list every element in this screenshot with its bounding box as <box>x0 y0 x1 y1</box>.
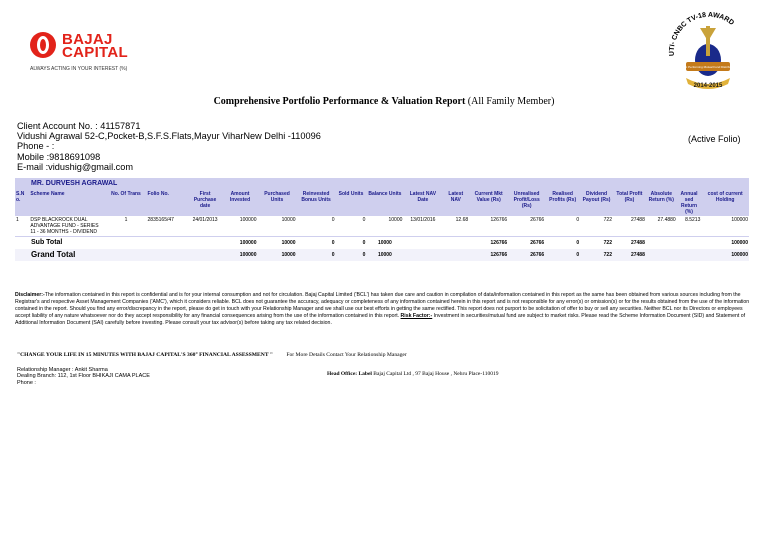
total-cell <box>646 237 701 250</box>
total-cell: 0 <box>545 237 580 250</box>
table-cell: 100000 <box>239 217 257 223</box>
total-cell: 0 <box>336 249 367 261</box>
total-cell <box>646 249 701 261</box>
table-cell: 2835165/47 <box>147 217 174 223</box>
table-cell: 10000 <box>388 217 403 223</box>
client-address: Vidushi Agrawal 52-C,Pocket-B,S.F.S.Flats,Mayur ViharNew Delhi -110096 <box>17 131 321 141</box>
logo-mark-icon <box>30 32 56 58</box>
column-header: Sold Units <box>336 190 367 216</box>
subtotal-row <box>15 237 749 250</box>
total-cell: 0 <box>336 237 367 250</box>
report-title <box>0 96 768 107</box>
rm-name: Relationship Manager : Ankit Sharma <box>17 367 108 373</box>
total-cell: 27488 <box>613 237 646 250</box>
table-cell: 26766 <box>530 217 545 223</box>
client-email: E-mail :vidushig@gmail.com <box>17 162 134 172</box>
folio-status: (Active Folio) <box>688 134 741 144</box>
award-ribbon-text: Best Performing Mutual Fund Distributor <box>681 65 735 69</box>
member-row <box>15 178 749 190</box>
total-cell: 26766 <box>508 237 545 250</box>
column-header: S.N o. <box>15 190 29 216</box>
total-cell: 26766 <box>508 249 545 261</box>
total-cell: 27488 <box>613 249 646 261</box>
risk-factor-label: Risk Factor:- <box>400 313 433 320</box>
table-cell: 100000 <box>731 217 748 223</box>
total-cell: 100000 <box>701 237 749 250</box>
table-cell: DSP BLACKROCK DUAL ADVANTAGE FUND - SERIES 11 - 36 MONTHS - DIVIDEND <box>30 217 99 235</box>
total-cell: 0 <box>297 237 336 250</box>
total-cell: 100000 <box>701 249 749 261</box>
total-label: Grand Total <box>15 249 223 261</box>
table-cell: 12.68 <box>455 217 469 223</box>
promo-headline: "CHANGE YOUR LIFE IN 15 MINUTES WITH BAJAJ CAPITAL'S 360° FINANCIAL ASSESSMENT " <box>17 352 273 358</box>
logo-tagline: ALWAYS ACTING IN YOUR INTEREST (%) <box>30 66 128 72</box>
relationship-manager-block <box>17 367 150 386</box>
column-header: Realised Profits (Rs) <box>545 190 580 216</box>
table-cell: 126766 <box>490 217 508 223</box>
column-header: Total Profit (Rs) <box>613 190 646 216</box>
head-office <box>327 371 499 377</box>
report-title-main: Comprehensive Portfolio Performance & Valuation Report <box>213 96 466 107</box>
award-badge <box>664 8 752 96</box>
total-cell: 0 <box>297 249 336 261</box>
column-header: Absolute Return (%) <box>646 190 677 216</box>
column-header: Dividend Payout (Rs) <box>580 190 613 216</box>
column-header: Balance Units <box>366 190 403 216</box>
table-cell: 0 <box>331 217 335 223</box>
head-office-address: Bajaj Capital Ltd , 97 Bajaj House , Nehru Place-110019 <box>371 371 499 377</box>
table-cell: 27.4880 <box>657 217 676 223</box>
table-cell: 0 <box>362 217 366 223</box>
column-header: Amount Invested <box>223 190 258 216</box>
table-cell: 0 <box>576 217 580 223</box>
column-header: Folio No. <box>147 190 188 216</box>
client-account: Client Account No. : 41157871 <box>17 121 141 131</box>
table-row <box>15 216 749 237</box>
table-cell: 1 <box>16 217 19 223</box>
total-cell: 722 <box>580 249 613 261</box>
member-name: MR. DURVESH AGRAWAL <box>15 178 749 190</box>
head-office-label: Head Office: Label <box>327 371 372 377</box>
total-cell: 10000 <box>366 249 403 261</box>
table-cell: 8.5213 <box>685 217 701 223</box>
dealing-branch: Dealing Branch: 112, 1st Floor BHIKAJI CAMA PLACE <box>17 373 150 380</box>
column-header: Scheme Name <box>29 190 105 216</box>
column-header: Latest NAV Date <box>403 190 442 216</box>
total-cell: 100000 <box>223 249 258 261</box>
award-title: UTI- CNBC TV-18 AWARD <box>668 11 736 57</box>
table-cell: 13/01/2016 <box>410 217 436 223</box>
rm-phone: Phone : <box>17 379 36 386</box>
report-title-scope: (All Family Member) <box>467 96 555 107</box>
column-header: Reinvested Bonus Units <box>297 190 336 216</box>
disclaimer-text: The information contained in this report is confidential and is for your internal consumption and not for circulation. Bajaj Capital Limited ('BCL') has taken due care and caution in compilation of data/information contained in this report as the same has been obtained from various sources including from the Registrar's and respective Asset Management Companies ('AMC'), which it considers reliable. BCL does not guarantee the accuracy, adequacy or completeness of any information contained herein in this report and is not responsible for any error(s) or omission(s) or for the results obtained from the use of the information contained in the report. Should you find any error/discrepancy in the report, please do get in touch with your Relationship Manager and we shall use our best efforts in getting the same rectified. This report does not purport to be solicitation of offer to buy or sell any securities. Neither BCL nor its Directors or employees accept liability of any nature whatsoever nor do they accept responsibility for any financial consequences arising from the use of the information contained in this report. <box>15 292 750 320</box>
trophy-icon <box>700 28 716 38</box>
risk-factor-text: Investment in securities/mutual fund are subject to market risks. Please read the Scheme Information Document (SID) and Statement of Additional Information Document (SAI) carefully before investing. Please consult your tax advisor(s) before taking any tax related decision. <box>15 313 746 327</box>
promo-line <box>17 352 407 358</box>
column-header: First Purchase date <box>188 190 223 216</box>
column-header: Current Mkt Value (Rs) <box>469 190 508 216</box>
client-mobile: Mobile :9818691098 <box>17 152 101 162</box>
logo-wordmark <box>62 33 128 59</box>
grandtotal-row <box>15 249 749 261</box>
total-cell: 10000 <box>257 249 296 261</box>
client-phone: Phone - : <box>17 141 55 151</box>
column-header: No. Of Trans <box>105 190 146 216</box>
logo-word-2: CAPITAL <box>62 44 128 61</box>
column-header: cost of current Holding <box>701 190 749 216</box>
column-header: Unrealised Profit/Loss (Rs) <box>508 190 545 216</box>
total-cell: 722 <box>580 237 613 250</box>
portfolio-table <box>15 178 749 261</box>
total-label: Sub Total <box>15 237 223 250</box>
award-years: 2014-2015 <box>693 83 723 89</box>
table-cell: 1 <box>124 217 128 223</box>
logo-word-1: BAJAJ <box>62 31 113 48</box>
total-cell: 0 <box>545 249 580 261</box>
total-cell: 100000 <box>223 237 258 250</box>
total-cell <box>403 237 469 250</box>
disclaimer <box>15 292 753 327</box>
disclaimer-label: Disclaimer:- <box>15 292 45 298</box>
column-header: Latest NAV <box>442 190 469 216</box>
bajaj-capital-logo <box>28 30 133 75</box>
table-header-row <box>15 190 749 216</box>
total-cell: 126766 <box>469 249 508 261</box>
total-cell: 126766 <box>469 237 508 250</box>
table-cell: 10000 <box>281 217 296 223</box>
column-header: Annual sed Return (%) <box>677 190 702 216</box>
table-cell: 27488 <box>630 217 645 223</box>
table-cell: 722 <box>603 217 612 223</box>
total-cell <box>403 249 469 261</box>
total-cell: 10000 <box>366 237 403 250</box>
total-cell: 10000 <box>257 237 296 250</box>
promo-contact: For More Details Contact Your Relationship Manager <box>286 352 407 358</box>
table-cell: 24/01/2013 <box>192 217 218 223</box>
column-header: Purchased Units <box>257 190 296 216</box>
